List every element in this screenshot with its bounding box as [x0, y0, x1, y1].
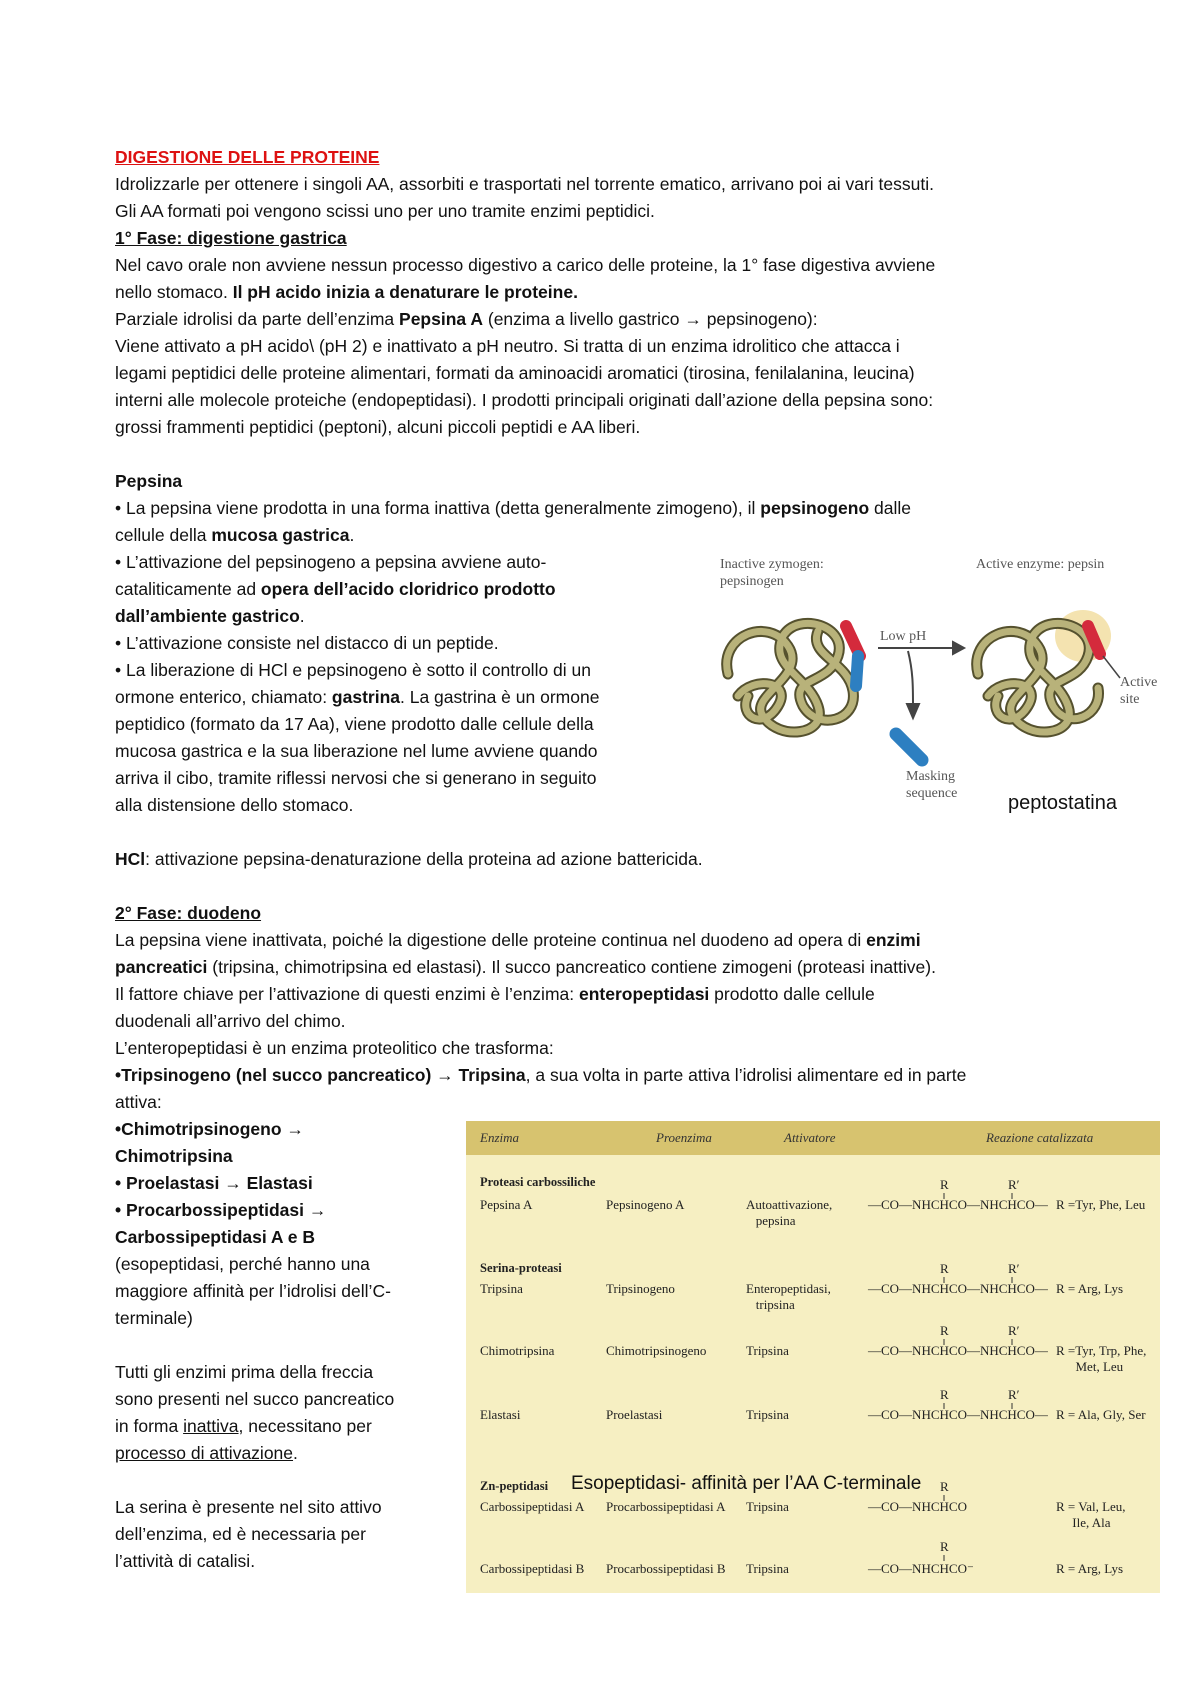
underlined-text: processo di attivazione [115, 1443, 294, 1463]
bold-text: pancreatici [115, 957, 208, 977]
bold-text: dall’ambiente gastrico [115, 606, 300, 626]
table-row-proenzima: Chimotripsinogeno [606, 1343, 707, 1358]
carbo-line: Carbossipeptidasi A e B [115, 1227, 316, 1247]
header-reazione: Reazione catalizzata [986, 1130, 1094, 1145]
esopeptidasi-line-2: maggiore affinità per l’idrolisi dell’C- [115, 1281, 391, 1301]
active-enzyme-label: Active enzyme: pepsin [976, 557, 1105, 572]
table-row-reaction: —CO—NHCHCO⁻ [868, 1561, 974, 1576]
phase2-line-4: duodenali all’arrivo del chimo. [115, 1011, 346, 1031]
group-zn-peptidasi: Zn-peptidasi [480, 1479, 549, 1493]
pepsina-bullet-4-l3: peptidico (formato da 17 Aa), viene prodotto dalle cellule della [115, 714, 594, 734]
table-row-r2: R′ [1008, 1323, 1020, 1338]
pepsina-title: Pepsina [115, 471, 183, 491]
hcl-line [115, 846, 703, 873]
low-ph-arrow [878, 642, 964, 718]
text: , a sua volta in parte attiva l’idrolisi alimentare ed in parte [525, 1065, 967, 1085]
pepsina-bullet-2-cont2 [115, 603, 305, 630]
serina-line-2: dell’enzima, ed è necessaria per [115, 1524, 366, 1544]
text: dalle [869, 498, 911, 518]
text: nello stomaco. [115, 282, 233, 302]
phase2-line-6 [115, 1062, 966, 1089]
group-serina-proteasi: Serina-proteasi [480, 1261, 562, 1275]
table-row-proenzima: Procarbossipeptidasi B [606, 1561, 726, 1576]
esopeptidasi-overlay-label: Esopeptidasi- affinità per l’AA C-terminale [571, 1473, 922, 1494]
serina-line-3: l’attività di catalisi. [115, 1551, 256, 1571]
table-row-reaction: —CO—NHCHCO—NHCHCO— [868, 1281, 1048, 1296]
table-row-r2: R′ [1008, 1177, 1020, 1192]
phase2-line-2 [115, 954, 936, 981]
masking-sequence-fragment [896, 734, 922, 760]
pepsinogen-activation-figure [708, 556, 1168, 816]
table-row-r2: R′ [1008, 1387, 1020, 1402]
text: . [299, 606, 305, 626]
phase1-line-2 [115, 279, 578, 306]
pepsinogen-coil [727, 623, 854, 732]
table-row-r1: R [940, 1539, 949, 1554]
table-row-residue: R = Arg, Lys [1056, 1281, 1124, 1296]
underlined-text: inattiva [183, 1416, 239, 1436]
bold-text: enteropeptidasi [578, 984, 710, 1004]
inactive-zymogen-label: Inactive zymogen: pepsinogen [720, 557, 824, 589]
text: Parziale idrolisi da parte dell’enzima [115, 309, 400, 329]
text: ormone enterico, chiamato: [115, 687, 332, 707]
table-row-reaction: —CO—NHCHCO—NHCHCO— [868, 1343, 1048, 1358]
bold-text: opera dell’acido cloridrico prodotto [260, 579, 556, 599]
pepsina-bullet-4-cont [115, 684, 599, 711]
low-ph-label: Low pH [880, 629, 927, 644]
text: (tripsina, chimotripsina ed elastasi). Il succo pancreatico contiene zimogeni (proteasi inattive). [207, 957, 936, 977]
chimo-line-2: Chimotripsina [115, 1146, 233, 1166]
table-row-residue: R =Tyr, Phe, Leu [1056, 1197, 1146, 1212]
phase1-line-1: Nel cavo orale non avviene nessun processo digestivo a carico delle proteine, la 1° fase digestiva avviene [115, 255, 936, 275]
pepsina-bullet-1-cont [115, 522, 354, 549]
bold-text: enzimi [866, 930, 921, 950]
intro-line-1: Idrolizzarle per ottenere i singoli AA, assorbiti e trasportati nel torrente ematico, arrivano poi ai vari tessuti. [115, 174, 934, 194]
chimo-line-1: •Chimotripsinogeno → [115, 1119, 304, 1139]
table-row-residue: R =Tyr, Trp, Phe, Met, Leu [1056, 1343, 1147, 1374]
text: , necessitano per [238, 1416, 372, 1436]
header-proenzima: Proenzima [656, 1130, 712, 1145]
table-row-reaction: —CO—NHCHCO—NHCHCO— [868, 1407, 1048, 1422]
phase2-line-3 [115, 981, 875, 1008]
pepsina-bullet-4: • La liberazione di HCl e pepsinogeno è sotto il controllo di un [115, 660, 592, 680]
bold-text: Pepsina A [399, 309, 483, 329]
phase2-title: 2° Fase: duodeno [115, 903, 262, 923]
bold-text: Il pH acido inizia a denaturare le proteine. [232, 282, 578, 302]
elastasi-line: • Proelastasi → Elastasi [115, 1173, 313, 1193]
note-line-3 [115, 1413, 372, 1440]
table-row-attivatore: Autoattivazione, pepsina [746, 1197, 833, 1228]
table-row-r1: R [940, 1261, 949, 1276]
table-row-r1: R [940, 1323, 949, 1338]
pepsina-bullet-4-l4: mucosa gastrica e la sua liberazione nel lume avviene quando [115, 741, 598, 761]
esopeptidasi-line-1: (esopeptidasi, perché hanno una [115, 1254, 370, 1274]
table-row-attivatore: Enteropeptidasi, tripsina [746, 1281, 831, 1312]
pepsina-bullet-4-l6: alla distensione dello stomaco. [115, 795, 354, 815]
table-row-r1: R [940, 1177, 949, 1192]
phase1-line-6: interni alle molecole proteiche (endopeptidasi). I prodotti principali originati dall’azione della pepsina sono: [115, 390, 934, 410]
pepsina-bullet-1 [115, 495, 911, 522]
table-row-proenzima: Tripsinogeno [606, 1281, 675, 1296]
text: prodotto dalle cellule [709, 984, 875, 1004]
active-site-label: Active site [1120, 675, 1158, 707]
serina-line-1: La serina è presente nel sito attivo [115, 1497, 382, 1517]
enzyme-table [466, 1121, 1160, 1593]
table-row-proenzima: Procarbossipeptidasi A [606, 1499, 726, 1514]
bold-text: pepsinogeno [760, 498, 870, 518]
table-row-r1: R [940, 1479, 949, 1494]
pepsina-bullet-4-l5: arriva il cibo, tramite riflessi nervosi che si generano in seguito [115, 768, 597, 788]
text: : attivazione pepsina-denaturazione della proteina ad azione battericida. [145, 849, 703, 869]
pepsinogen-masking-peptide [846, 626, 860, 686]
intro-line-2: Gli AA formati poi vengono scissi uno per uno tramite enzimi peptidici. [115, 201, 655, 221]
header-enzima: Enzima [480, 1130, 519, 1145]
table-row-attivatore: Tripsina [746, 1343, 789, 1358]
table-row-r1: R [940, 1387, 949, 1402]
table-row-enzima: Pepsina A [480, 1197, 533, 1212]
phase1-line-4: Viene attivato a pH acido\ (pH 2) e inattivato a pH neutro. Si tratta di un enzima idrolitico che attacca i [115, 336, 900, 356]
table-row-enzima: Tripsina [480, 1281, 523, 1296]
table-row-proenzima: Pepsinogeno A [606, 1197, 685, 1212]
procarbo-line: • Procarbossipeptidasi → [115, 1200, 327, 1220]
pepsina-bullet-2-cont [115, 576, 556, 603]
bold-text: mucosa gastrica [211, 525, 350, 545]
table-row-reaction: —CO—NHCHCO [868, 1499, 967, 1514]
table-row-enzima: Elastasi [480, 1407, 521, 1422]
text: La pepsina viene inattivata, poiché la digestione delle proteine continua nel duodeno ad opera di [115, 930, 867, 950]
phase2-line-7: attiva: [115, 1092, 162, 1112]
text: cataliticamente ad [115, 579, 261, 599]
phase1-line-7: grossi frammenti peptidici (peptoni), alcuni piccoli peptidi e AA liberi. [115, 417, 641, 437]
pepsina-bullet-3: • L’attivazione consiste nel distacco di un peptide. [115, 633, 499, 653]
active-site-pointer [1103, 656, 1120, 678]
note-line-1: Tutti gli enzimi prima della freccia [115, 1362, 374, 1382]
text: (enzima a livello gastrico → pepsinogeno): [483, 309, 818, 329]
table-row-residue: R = Ala, Gly, Ser [1056, 1407, 1146, 1422]
header-attivatore: Attivatore [784, 1130, 836, 1145]
table-row-enzima: Carbossipeptidasi B [480, 1561, 585, 1576]
text: in forma [115, 1416, 184, 1436]
text: Il fattore chiave per l’attivazione di questi enzimi è l’enzima: [115, 984, 579, 1004]
table-row-attivatore: Tripsina [746, 1499, 789, 1514]
phase1-line-5: legami peptidici delle proteine alimentari, formati da aminoacidi aromatici (tirosina, fenilalanina, leucina) [115, 363, 915, 383]
table-row-enzima: Carbossipeptidasi A [480, 1499, 585, 1514]
bold-text: gastrina [331, 687, 400, 707]
note-line-2: sono presenti nel succo pancreatico [115, 1389, 395, 1409]
group-proteasi-carbossiliche: Proteasi carbossiliche [480, 1175, 596, 1189]
text: . [349, 525, 355, 545]
phase2-line-5: L’enteropeptidasi è un enzima proteolitico che trasforma: [115, 1038, 554, 1058]
table-row-proenzima: Proelastasi [606, 1407, 663, 1422]
text: • La pepsina viene prodotta in una forma inattiva (detta generalmente zimogeno), il [115, 498, 761, 518]
bold-text: •Tripsinogeno (nel succo pancreatico) → Tripsina [115, 1065, 526, 1085]
text: . La gastrina è un ormone [400, 687, 600, 707]
table-row-attivatore: Tripsina [746, 1407, 789, 1422]
active-site-highlight [1055, 610, 1111, 662]
pepsina-bullet-2: • L’attivazione del pepsinogeno a pepsina avviene auto- [115, 552, 547, 572]
esopeptidasi-line-3: terminale) [115, 1308, 193, 1328]
masking-sequence-label: Masking sequence [906, 769, 958, 801]
bold-text: HCl [115, 849, 146, 869]
table-row-reaction: —CO—NHCHCO—NHCHCO— [868, 1197, 1048, 1212]
text: cellule della [115, 525, 212, 545]
table-row-residue: R = Arg, Lys [1056, 1561, 1124, 1576]
table-row-attivatore: Tripsina [746, 1561, 789, 1576]
table-row-residue: R = Val, Leu, Ile, Ala [1056, 1499, 1126, 1530]
pepsin-coil [977, 623, 1100, 732]
table-row-enzima: Chimotripsina [480, 1343, 555, 1358]
peptostatina-label: peptostatina [1008, 792, 1117, 814]
phase1-line-3 [115, 306, 818, 333]
phase1-title: 1° Fase: digestione gastrica [115, 228, 347, 248]
page-title: DIGESTIONE DELLE PROTEINE [115, 147, 380, 167]
phase2-line-1 [115, 927, 921, 954]
note-line-4 [115, 1440, 298, 1467]
table-row-r2: R′ [1008, 1261, 1020, 1276]
text: . [293, 1443, 298, 1463]
